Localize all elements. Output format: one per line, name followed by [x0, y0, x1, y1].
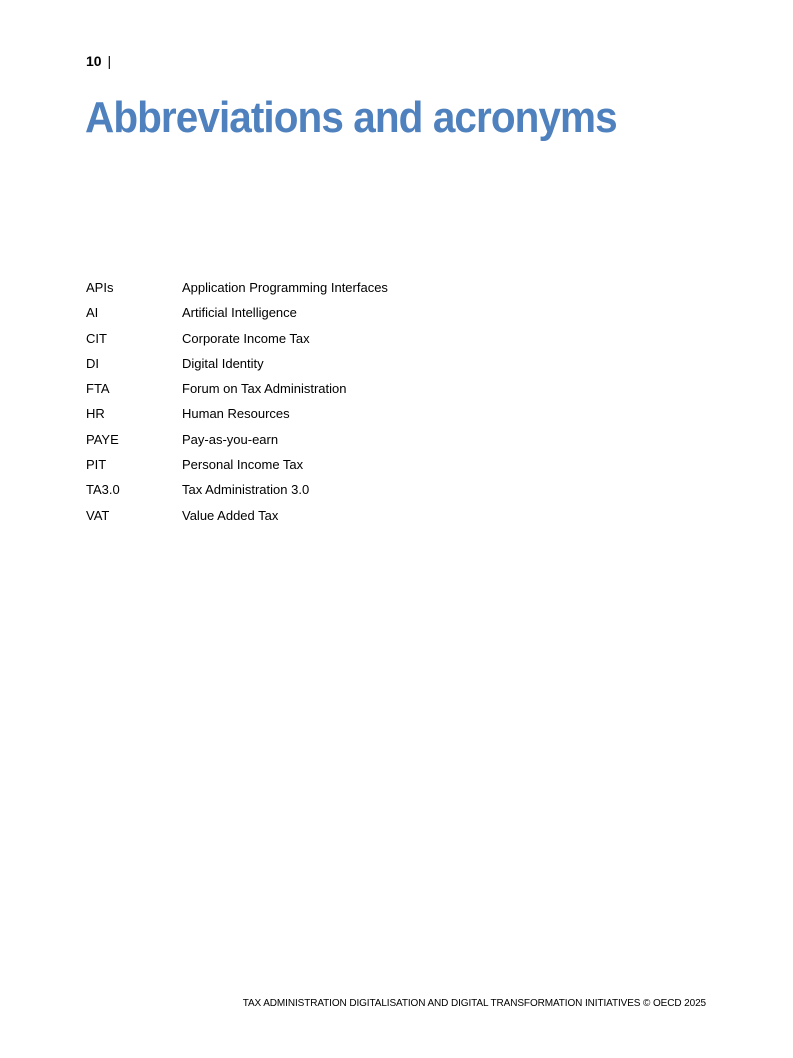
abbreviation-term: HR	[86, 406, 105, 422]
abbreviation-row	[86, 304, 586, 329]
abbreviation-definition: Forum on Tax Administration	[182, 381, 347, 397]
abbreviation-definition: Tax Administration 3.0	[182, 482, 310, 498]
abbreviation-term: PIT	[86, 457, 107, 473]
abbreviation-definition: Value Added Tax	[182, 507, 279, 523]
abbreviation-term: FTA	[86, 381, 110, 397]
abbreviation-term: TA3.0	[86, 482, 120, 498]
abbreviation-row	[86, 507, 586, 532]
abbreviation-term: APIs	[86, 280, 114, 295]
abbreviation-row	[86, 405, 586, 430]
abbreviation-term: VAT	[86, 507, 110, 523]
abbreviation-definition: Artificial Intelligence	[182, 305, 297, 321]
abbreviation-term: DI	[86, 355, 99, 371]
abbreviation-definition: Pay-as-you-earn	[182, 431, 279, 447]
abbreviation-row	[86, 456, 586, 481]
abbreviation-term: PAYE	[86, 431, 119, 447]
abbreviation-definition: Corporate Income Tax	[182, 330, 310, 346]
abbreviations-list	[86, 279, 586, 532]
abbreviation-term: CIT	[86, 330, 107, 346]
abbreviation-row	[86, 355, 586, 380]
page-footer: TAX ADMINISTRATION DIGITALISATION AND DIGITAL TRANSFORMATION INITIATIVES © OECD 2025	[242, 998, 706, 1009]
abbreviation-row	[86, 431, 586, 456]
page-number-separator: |	[107, 53, 112, 69]
abbreviation-row	[86, 380, 586, 405]
abbreviation-row	[86, 279, 586, 304]
abbreviation-definition: Personal Income Tax	[182, 457, 304, 473]
abbreviation-row	[86, 481, 586, 506]
page-number: 10	[86, 53, 102, 69]
page-header	[86, 53, 111, 69]
page-title: Abbreviations and acronyms	[85, 93, 617, 142]
abbreviation-term: AI	[86, 305, 99, 321]
abbreviation-row	[86, 330, 586, 355]
abbreviation-definition: Application Programming Interfaces	[182, 280, 388, 295]
abbreviation-definition: Digital Identity	[182, 355, 264, 371]
abbreviation-definition: Human Resources	[182, 406, 290, 422]
